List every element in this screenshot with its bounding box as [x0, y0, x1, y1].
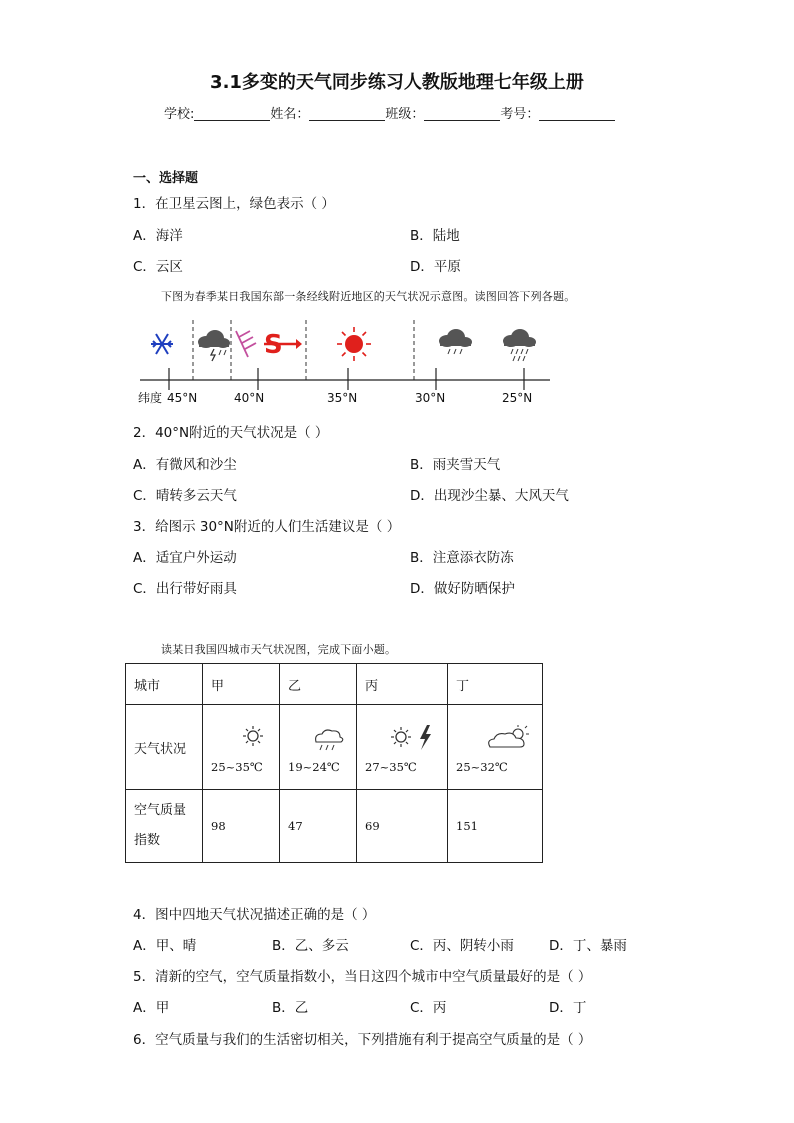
aqi-label-cell — [126, 790, 203, 863]
aqi-label-line-1: 空气质量 — [134, 803, 187, 818]
weather-diagram — [130, 318, 560, 410]
tick-label-30: 30°N — [415, 391, 446, 405]
school-label: 学校: — [164, 107, 195, 122]
wind-icon — [236, 331, 256, 357]
question-4-option-a[interactable]: A．甲、晴 — [133, 938, 197, 954]
header-cell-ding: 丁 — [448, 664, 543, 705]
aqi-bing: 69 — [357, 790, 448, 863]
question-6-stem: 6．空气质量与我们的生活密切相关，下列措施有利于提高空气质量的是（ ） — [133, 1032, 592, 1048]
temp-yi: 19~24℃ — [288, 760, 340, 774]
weather-cell-yi — [280, 705, 357, 790]
question-2-option-c[interactable]: C．晴转多云天气 — [133, 488, 237, 504]
question-1-option-c[interactable]: C．云区 — [133, 259, 183, 275]
question-1-option-b[interactable]: B．陆地 — [410, 228, 460, 244]
section-heading: 一、选择题 — [133, 171, 199, 186]
name-blank[interactable] — [309, 106, 385, 121]
tick-label-45: 45°N — [167, 391, 198, 405]
question-5-stem: 5．清新的空气，空气质量指数小，当日这四个城市中空气质量最好的是（ ） — [133, 969, 592, 985]
name-label: 姓名： — [270, 107, 310, 122]
question-4-option-c[interactable]: C．丙、阴转小雨 — [410, 938, 514, 954]
school-blank[interactable] — [194, 106, 270, 121]
question-4-option-b[interactable]: B．乙、多云 — [272, 938, 349, 954]
sandstorm-icon — [264, 330, 302, 360]
question-5-option-b[interactable]: B．乙 — [272, 1000, 309, 1016]
table-row — [126, 705, 543, 790]
page-title: 3.1多变的天气同步练习人教版地理七年级上册 — [210, 72, 584, 93]
student-info-line — [164, 103, 615, 122]
question-5-option-d[interactable]: D．丁 — [549, 1000, 587, 1016]
city-weather-table — [125, 663, 543, 863]
question-2-stem: 2．40°N附近的天气状况是（ ） — [133, 425, 329, 441]
cloud-rain-icon — [288, 720, 348, 760]
axis-label: 纬度 — [138, 391, 163, 405]
question-2-option-d[interactable]: D．出现沙尘暴、大风天气 — [410, 488, 569, 504]
question-3-option-c[interactable]: C．出行带好雨具 — [133, 581, 237, 597]
question-3-option-a[interactable]: A．适宜户外运动 — [133, 550, 237, 566]
question-3-option-d[interactable]: D．做好防晒保护 — [410, 581, 515, 597]
number-blank[interactable] — [539, 106, 615, 121]
question-5-option-c[interactable]: C．丙 — [410, 1000, 447, 1016]
tick-label-25: 25°N — [502, 391, 533, 405]
question-2-option-a[interactable]: A．有微风和沙尘 — [133, 457, 237, 473]
table-row — [126, 790, 543, 863]
weather-label-cell: 天气状况 — [126, 705, 203, 790]
sun-lightning-icon — [365, 720, 439, 760]
figure-2-caption: 读某日我国四城市天气状况图，完成下面小题。 — [161, 643, 397, 656]
svg-text:S: S — [264, 330, 283, 360]
aqi-ding: 151 — [448, 790, 543, 863]
class-blank[interactable] — [424, 106, 500, 121]
question-3-stem: 3．给图示 30°N附近的人们生活建议是（ ） — [133, 519, 401, 535]
rain-cloud-icon — [439, 329, 472, 354]
weather-cell-ding — [448, 705, 543, 790]
aqi-label-line-2: 指数 — [134, 833, 161, 848]
header-cell-jia: 甲 — [203, 664, 280, 705]
question-4-option-d[interactable]: D．丁、暴雨 — [549, 938, 627, 954]
header-cell-yi: 乙 — [280, 664, 357, 705]
question-1-option-a[interactable]: A．海洋 — [133, 228, 183, 244]
figure-1-caption: 下图为春季某日我国东部一条经线附近地区的天气状况示意图。读图回答下列各题。 — [161, 290, 576, 303]
thunder-rain-cloud-icon — [198, 330, 230, 361]
question-1-option-d[interactable]: D．平原 — [410, 259, 461, 275]
heavy-rain-cloud-icon — [503, 329, 536, 361]
temp-ding: 25~32℃ — [456, 760, 508, 774]
header-cell-city: 城市 — [126, 664, 203, 705]
snowflake-icon — [151, 334, 173, 354]
tick-label-40: 40°N — [234, 391, 265, 405]
sun-icon — [337, 327, 371, 361]
weather-cell-jia — [203, 705, 280, 790]
question-2-option-b[interactable]: B．雨夹雪天气 — [410, 457, 501, 473]
table-row — [126, 664, 543, 705]
temp-jia: 25~35℃ — [211, 760, 263, 774]
tick-label-35: 35°N — [327, 391, 358, 405]
question-5-option-a[interactable]: A．甲 — [133, 1000, 170, 1016]
cloud-sun-icon — [456, 720, 534, 760]
sun-icon — [211, 720, 271, 760]
header-cell-bing: 丙 — [357, 664, 448, 705]
number-label: 考号： — [500, 107, 540, 122]
aqi-yi: 47 — [280, 790, 357, 863]
question-4-stem: 4．图中四地天气状况描述正确的是（ ） — [133, 907, 376, 923]
class-label: 班级： — [385, 107, 425, 122]
question-1-stem: 1．在卫星云图上，绿色表示（ ） — [133, 196, 335, 212]
temp-bing: 27~35℃ — [365, 760, 417, 774]
question-3-option-b[interactable]: B．注意添衣防冻 — [410, 550, 514, 566]
weather-cell-bing — [357, 705, 448, 790]
aqi-jia: 98 — [203, 790, 280, 863]
